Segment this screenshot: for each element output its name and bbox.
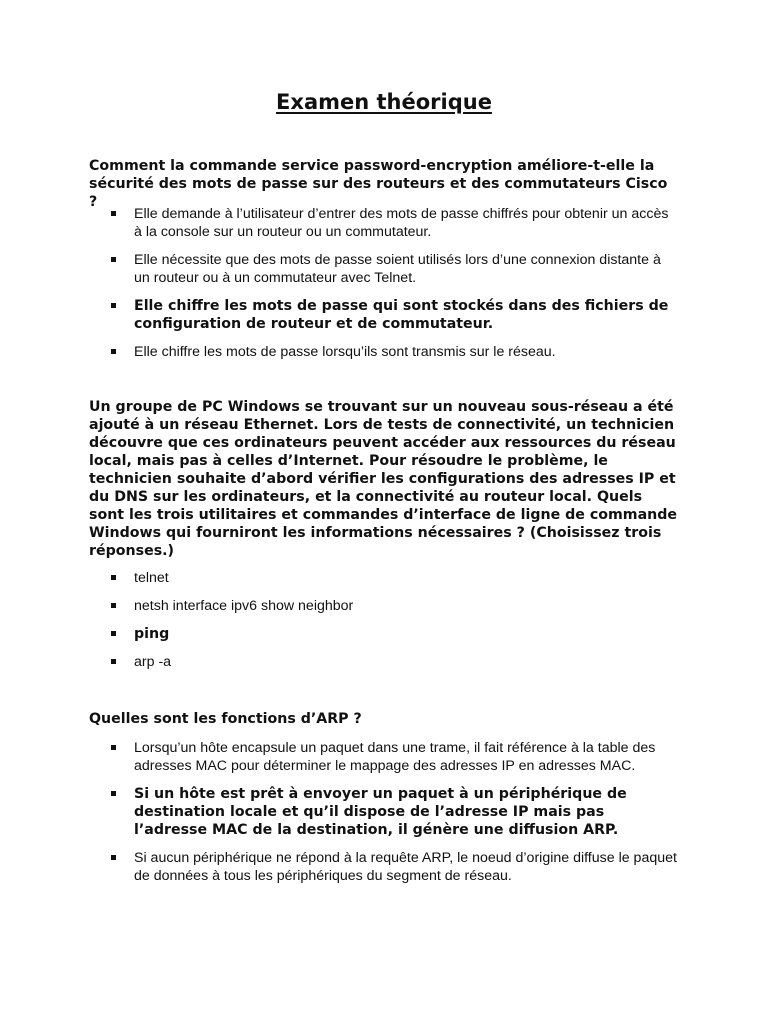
square-bullet-icon (111, 855, 116, 860)
square-bullet-icon (111, 211, 116, 216)
answer-text: Elle nécessite que des mots de passe soient utilisés lors d’une connexion distante à un routeur ou à un commutateur avec Telnet. (134, 252, 661, 286)
page-title: Examen théorique (276, 90, 492, 114)
answer-text: netsh interface ipv6 show neighbor (134, 598, 354, 614)
answer-list-3 (89, 739, 679, 895)
question-3: Quelles sont les fonctions d’ARP ? (89, 711, 362, 727)
square-bullet-icon (111, 659, 116, 664)
square-bullet-icon (111, 631, 116, 636)
answer-item (89, 739, 679, 775)
answer-text: Elle chiffre les mots de passe lorsqu’ils sont transmis sur le réseau. (134, 344, 556, 360)
answer-text: ping (134, 626, 170, 642)
square-bullet-icon (111, 791, 116, 796)
answer-text: Elle chiffre les mots de passe qui sont stockés dans des fichiers de configuration de routeur et de commutateur. (134, 298, 669, 332)
square-bullet-icon (111, 257, 116, 262)
answer-item-correct (89, 625, 679, 643)
answer-text: Lorsqu’un hôte encapsule un paquet dans une trame, il fait référence à la table des adresses MAC pour déterminer le mappage des adresses IP en adresses MAC. (134, 740, 656, 774)
answer-item-correct (89, 297, 679, 333)
square-bullet-icon (111, 603, 116, 608)
square-bullet-icon (111, 745, 116, 750)
answer-text: Si un hôte est prêt à envoyer un paquet à un périphérique de destination locale et qu’il dispose de l’adresse IP mais pas l’adresse MAC de la destination, il génère une diffusion ARP. (134, 786, 627, 838)
square-bullet-icon (111, 349, 116, 354)
answer-item (89, 849, 679, 885)
answer-text: telnet (134, 570, 169, 586)
answer-item (89, 251, 679, 287)
answer-item (89, 343, 679, 361)
square-bullet-icon (111, 575, 116, 580)
answer-item (89, 653, 679, 671)
answer-item (89, 569, 679, 587)
answer-item (89, 205, 679, 241)
answer-list-2 (89, 569, 679, 681)
question-1: Comment la commande service password-encryption améliore-t-elle la sécurité des mots de passe sur des routeurs et des commutateurs Cisco ? (89, 158, 668, 210)
answer-list-1 (89, 205, 679, 371)
answer-item-correct (89, 785, 679, 839)
answer-text: arp -a (134, 654, 172, 670)
answer-text: Si aucun périphérique ne répond à la requête ARP, le noeud d’origine diffuse le paquet de données à tous les périphériques du segment de réseau. (134, 850, 677, 884)
square-bullet-icon (111, 303, 116, 308)
answer-text: Elle demande à l’utilisateur d’entrer des mots de passe chiffrés pour obtenir un accès à la console sur un routeur ou un commutateur. (134, 206, 669, 240)
question-2: Un groupe de PC Windows se trouvant sur un nouveau sous-réseau a été ajouté à un réseau Ethernet. Lors de tests de connectivité, un technicien découvre que ces ordinateurs peuvent accéder aux ressources du réseau local, mais pas à celles d’Internet. Pour résoudre le problème, le technicien souhaite d’abord vérifier les configurations des adresses IP et du DNS sur les ordinateurs, et la connectivité au routeur local. Quels sont les trois utilitaires et commandes d’interface de ligne de commande Windows qui fourniront les informations nécessaires ? (Choisissez trois réponses.) (89, 399, 678, 559)
answer-item (89, 597, 679, 615)
